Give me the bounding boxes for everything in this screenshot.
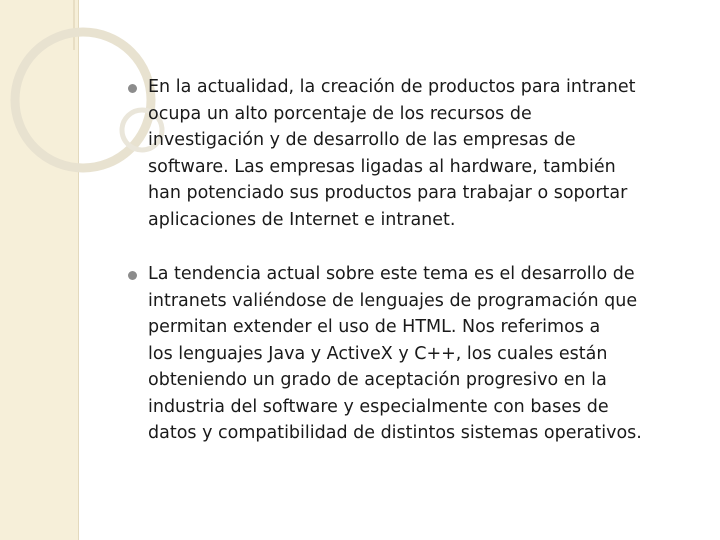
side-decor-panel: [0, 0, 79, 540]
bullet-item: [128, 261, 703, 447]
bullet-list: [128, 74, 703, 475]
bullet-dot-icon: [128, 84, 137, 93]
bullet-dot-icon: [128, 271, 137, 280]
bullet-text: La tendencia actual sobre este tema es el desarrollo de intranets valiéndose de lenguajes de programación que permitan extender el uso de HTML. Nos referimos a los lenguajes Java y ActiveX y C++, los cuales están obteniendo un grado de aceptación progresivo en la industria del software y especialmente con bases de datos y compatibilidad de distintos sistemas operativos.: [148, 264, 642, 443]
bullet-item: [128, 74, 703, 233]
bullet-text: En la actualidad, la creación de productos para intranet ocupa un alto porcentaje de los recursos de investigación y de desarrollo de las empresas de software. Las empresas ligadas al hardware, también han potenciado sus productos para trabajar o soportar aplicaciones de Internet e intranet.: [148, 77, 636, 230]
